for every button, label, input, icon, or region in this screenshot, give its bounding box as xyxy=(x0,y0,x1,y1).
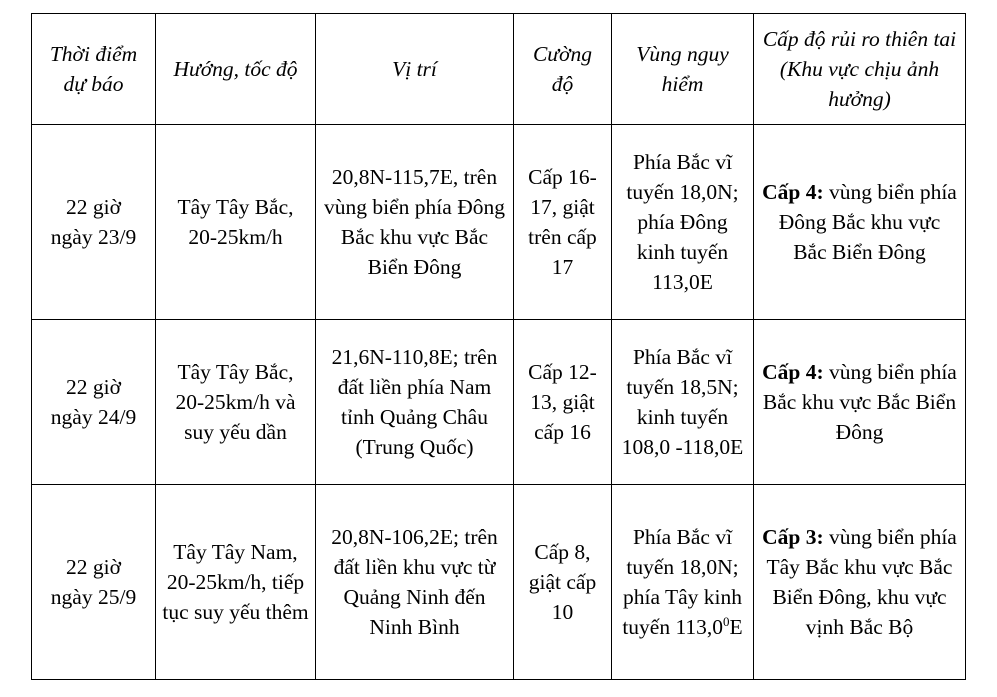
storm-forecast-table xyxy=(31,13,966,680)
risk-level-label: Cấp 4: xyxy=(762,360,824,384)
cell-position: 21,6N-110,8E; trên đất liền phía Nam tỉnh Quảng Châu (Trung Quốc) xyxy=(316,320,514,485)
degree-superscript: 0 xyxy=(723,613,730,629)
cell-risk-level xyxy=(754,125,966,320)
header-time: Thời điểm dự báo xyxy=(32,14,156,125)
time-hour: 22 giờ xyxy=(66,555,121,579)
direction-heading: Tây Tây Bắc, xyxy=(177,195,294,219)
direction-speed: 20-25km/h, tiếp tục suy yếu thêm xyxy=(162,570,309,624)
header-intensity: Cường độ xyxy=(514,14,612,125)
cell-time xyxy=(32,485,156,680)
table-row xyxy=(32,125,966,320)
cell-intensity: Cấp 16-17, giật trên cấp 17 xyxy=(514,125,612,320)
table-row xyxy=(32,320,966,485)
time-date: ngày 25/9 xyxy=(50,585,137,609)
cell-direction xyxy=(156,125,316,320)
direction-speed: 20-25km/h xyxy=(188,225,283,249)
header-risk-level: Cấp độ rủi ro thiên tai (Khu vực chịu ảnh hưởng) xyxy=(754,14,966,125)
cell-time xyxy=(32,125,156,320)
cell-intensity: Cấp 8, giật cấp 10 xyxy=(514,485,612,680)
direction-heading: Tây Tây Bắc, xyxy=(177,360,294,384)
direction-speed: 20-25km/h và suy yếu dần xyxy=(175,390,296,444)
danger-zone-suffix: E xyxy=(729,615,743,639)
cell-intensity: Cấp 12-13, giật cấp 16 xyxy=(514,320,612,485)
cell-position: 20,8N-115,7E, trên vùng biển phía Đông Bắc khu vực Bắc Biển Đông xyxy=(316,125,514,320)
cell-risk-level xyxy=(754,320,966,485)
risk-level-text: vùng biển phía Bắc khu vực Bắc Biển Đông xyxy=(762,360,957,444)
table-header-row xyxy=(32,14,966,125)
cell-time xyxy=(32,320,156,485)
header-position: Vị trí xyxy=(316,14,514,125)
danger-zone-text: Phía Bắc vĩ tuyến 18,0N; phía Tây kinh tuyến 113,0 xyxy=(622,525,743,639)
header-direction: Hướng, tốc độ xyxy=(156,14,316,125)
risk-level-label: Cấp 4: xyxy=(762,180,824,204)
time-hour: 22 giờ xyxy=(66,195,121,219)
cell-direction xyxy=(156,485,316,680)
cell-danger-zone xyxy=(612,485,754,680)
cell-danger-zone: Phía Bắc vĩ tuyến 18,0N; phía Đông kinh tuyến 113,0E xyxy=(612,125,754,320)
cell-position: 20,8N-106,2E; trên đất liền khu vực từ Quảng Ninh đến Ninh Bình xyxy=(316,485,514,680)
header-danger-zone: Vùng nguy hiểm xyxy=(612,14,754,125)
risk-level-label: Cấp 3: xyxy=(762,525,824,549)
cell-risk-level xyxy=(754,485,966,680)
risk-level-text: vùng biển phía Tây Bắc khu vực Bắc Biển Đông, khu vực vịnh Bắc Bộ xyxy=(766,525,957,639)
time-hour: 22 giờ xyxy=(66,375,121,399)
table-row xyxy=(32,485,966,680)
cell-danger-zone: Phía Bắc vĩ tuyến 18,5N; kinh tuyến 108,0 -118,0E xyxy=(612,320,754,485)
risk-level-text: vùng biển phía Đông Bắc khu vực Bắc Biển Đông xyxy=(778,180,957,264)
time-date: ngày 24/9 xyxy=(50,405,137,429)
time-date: ngày 23/9 xyxy=(50,225,137,249)
direction-heading: Tây Tây Nam, xyxy=(173,540,298,564)
cell-direction xyxy=(156,320,316,485)
